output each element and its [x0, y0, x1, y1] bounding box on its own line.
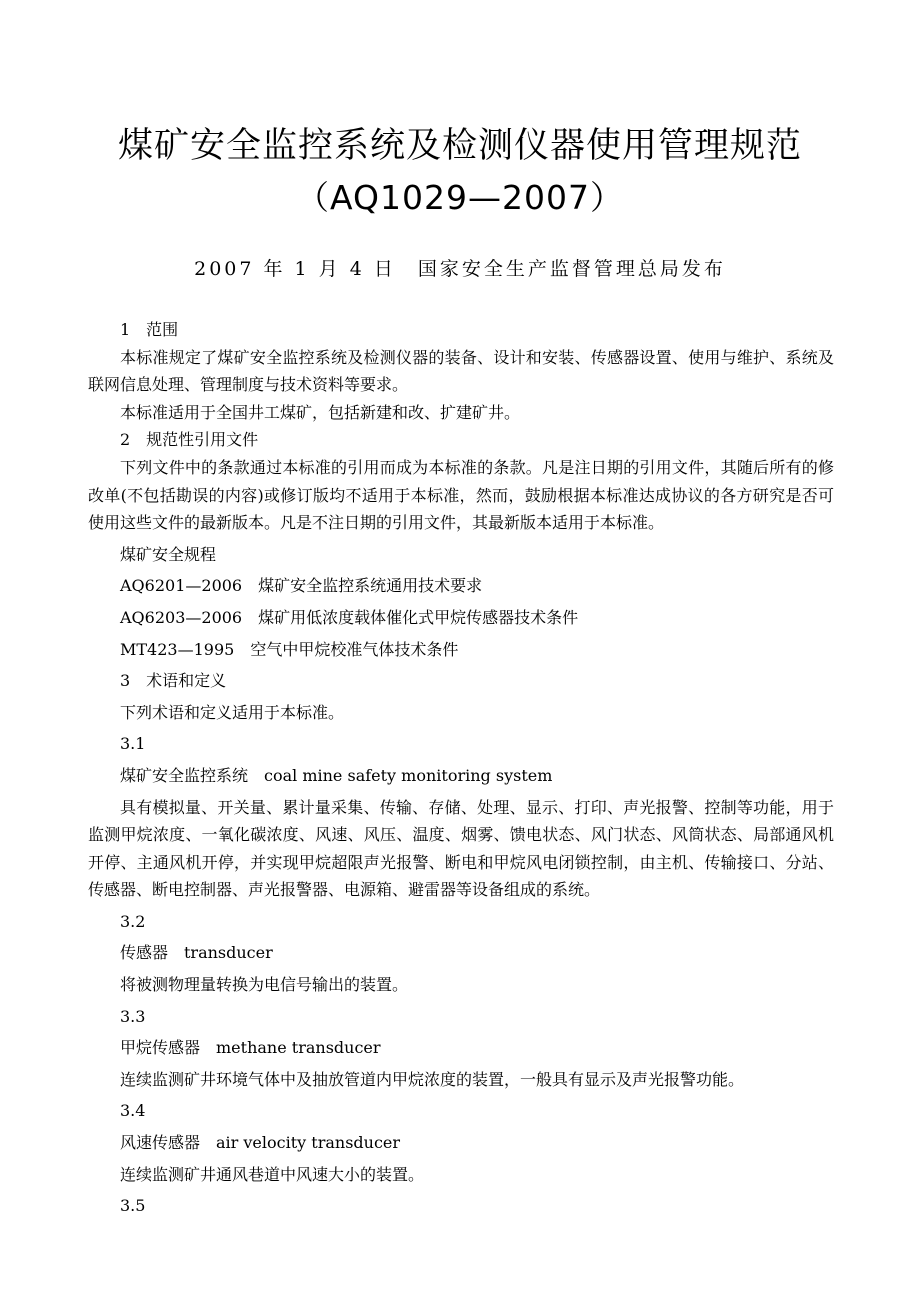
- reference-item: AQ6201—2006 煤矿安全监控系统通用技术要求: [120, 576, 483, 596]
- reference-item: MT423—1995 空气中甲烷校准气体技术条件: [120, 639, 459, 659]
- section-heading-scope: 1 范围: [120, 320, 179, 339]
- reference-item: 煤矿安全规程: [120, 544, 217, 564]
- term-number: 3.5: [120, 1196, 146, 1216]
- term-number: 3.4: [120, 1101, 146, 1121]
- term-name: 风速传感器 air velocity transducer: [120, 1133, 401, 1153]
- paragraph: 下列文件中的条款通过本标准的引用而成为本标准的条款。凡是注日期的引用文件，其随后所有的修改单(不包括勘误的内容)或修订版均不适用于本标准，然而，鼓励根据本标准达成协议的各方研究是否可使用这些文件的最新版本。凡是不注日期的引用文件，其最新版本适用于本标准。: [88, 457, 834, 533]
- standard-code: （AQ1029—2007）: [296, 178, 624, 217]
- paragraph: 下列术语和定义适用于本标准。: [120, 702, 345, 722]
- term-number: 3.2: [120, 911, 146, 931]
- section-heading-terms: 3 术语和定义: [120, 671, 227, 691]
- term-name: 煤矿安全监控系统 coal mine safety monitoring system: [120, 765, 553, 785]
- paragraph: 本标准规定了煤矿安全监控系统及检测仪器的装备、设计和安装、传感器设置、使用与维护、系统及联网信息处理、管理制度与技术资料等要求。: [88, 347, 834, 395]
- document-title: 煤矿安全监控系统及检测仪器使用管理规范: [117, 126, 802, 166]
- section-heading-references: 2 规范性引用文件: [120, 430, 259, 450]
- term-name: 甲烷传感器 methane transducer: [120, 1038, 381, 1058]
- publication-line: 2007 年 1 月 4 日 国家安全生产监督管理总局发布: [194, 258, 726, 280]
- term-definition: 将被测物理量转换为电信号输出的装置。: [120, 975, 409, 995]
- paragraph: 本标准适用于全国井工煤矿，包括新建和改、扩建矿井。: [120, 402, 521, 422]
- term-name: 传感器 transducer: [120, 943, 273, 963]
- document-body: [88, 316, 834, 1220]
- term-number: 3.1: [120, 734, 146, 754]
- term-definition: 连续监测矿井环境气体中及抽放管道内甲烷浓度的装置，一般具有显示及声光报警功能。: [120, 1069, 745, 1089]
- term-number: 3.3: [120, 1006, 146, 1026]
- term-definition: 具有模拟量、开关量、累计量采集、传输、存储、处理、显示、打印、声光报警、控制等功能，用于监测甲烷浓度、一氧化碳浓度、风速、风压、温度、烟雾、馈电状态、风门状态、风筒状态、局部通风机开停、主通风机开停，并实现甲烷超限声光报警、断电和甲烷风电闭锁控制，由主机、传输接口、分站、传感器、断电控制器、声光报警器、电源箱、避雷器等设备组成的系统。: [88, 797, 834, 900]
- term-definition: 连续监测矿井通风巷道中风速大小的装置。: [120, 1164, 425, 1184]
- reference-item: AQ6203—2006 煤矿用低浓度载体催化式甲烷传感器技术条件: [120, 607, 579, 627]
